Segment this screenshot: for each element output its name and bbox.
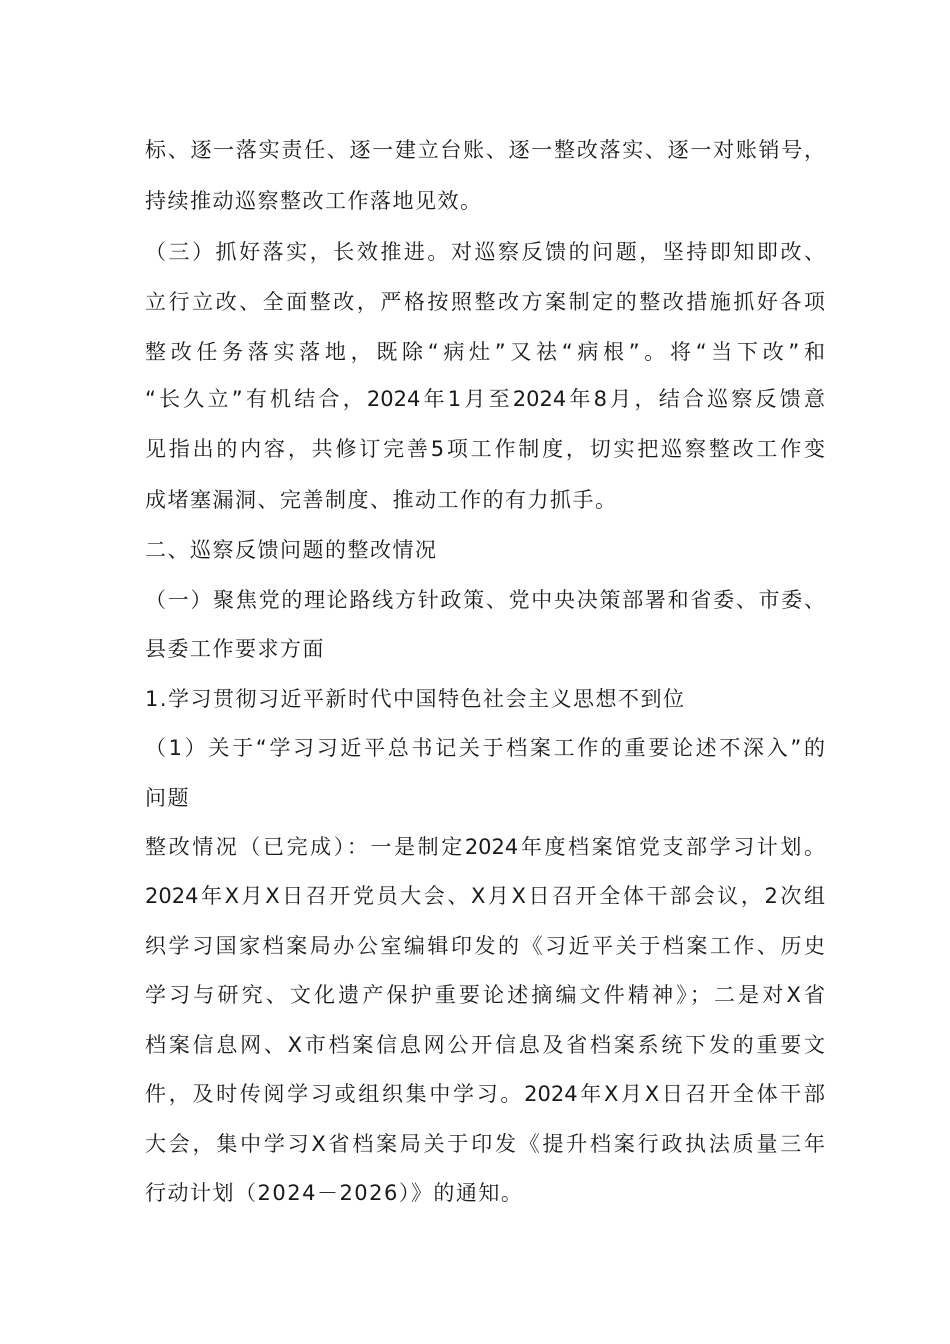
item-subheading: （1）关于“学习习近平总书记关于档案工作的重要论述不深入”的 (145, 736, 825, 760)
text-line: 立行立改、全面整改，严格按照整改方案制定的整改措施抓好各项 (145, 290, 825, 314)
text-line: 件，及时传阅学习或组织集中学习。2024年X月X日召开全体干部 (145, 1082, 825, 1106)
text-line: 持续推动巡察整改工作落地见效。 (145, 189, 483, 213)
text-line: 行动计划（2024－2026）》的通知。 (145, 1181, 524, 1205)
text-line: 大会，集中学习X省档案局关于印发《提升档案行政执法质量三年 (145, 1132, 825, 1156)
subsection-heading: （一）聚焦党的理论路线方针政策、党中央决策部署和省委、市委、 (145, 588, 825, 612)
text-line: 见指出的内容，共修订完善5项工作制度，切实把巡察整改工作变 (145, 437, 825, 461)
text-line: 学习与研究、文化遗产保护重要论述摘编文件精神》；二是对X省 (145, 983, 825, 1007)
text-line: （三）抓好落实，长效推进。对巡察反馈的问题，坚持即知即改、 (145, 240, 825, 264)
text-line: “长久立”有机结合，2024年1月至2024年8月，结合巡察反馈意 (145, 387, 825, 411)
item-heading: 1.学习贯彻习近平新时代中国特色社会主义思想不到位 (145, 687, 686, 711)
text-line: 2024年X月X日召开党员大会、X月X日召开全体干部会议，2次组 (145, 884, 825, 908)
section-heading: 二、巡察反馈问题的整改情况 (145, 538, 438, 562)
text-line: 标、逐一落实责任、逐一建立台账、逐一整改落实、逐一对账销号， (145, 138, 825, 162)
text-line: 整改任务落实落地，既除“病灶”又祛“病根”。将“当下改”和 (145, 340, 825, 364)
text-line: 档案信息网、X市档案信息网公开信息及省档案系统下发的重要文 (145, 1033, 825, 1057)
text-line: 织学习国家档案局办公室编辑印发的《习近平关于档案工作、历史 (145, 934, 825, 958)
item-subheading: 问题 (145, 786, 190, 810)
text-line: 成堵塞漏洞、完善制度、推动工作的有力抓手。 (145, 488, 618, 512)
subsection-heading: 县委工作要求方面 (145, 637, 325, 661)
text-line: 整改情况（已完成）：一是制定2024年度档案馆党支部学习计划。 (145, 835, 825, 859)
